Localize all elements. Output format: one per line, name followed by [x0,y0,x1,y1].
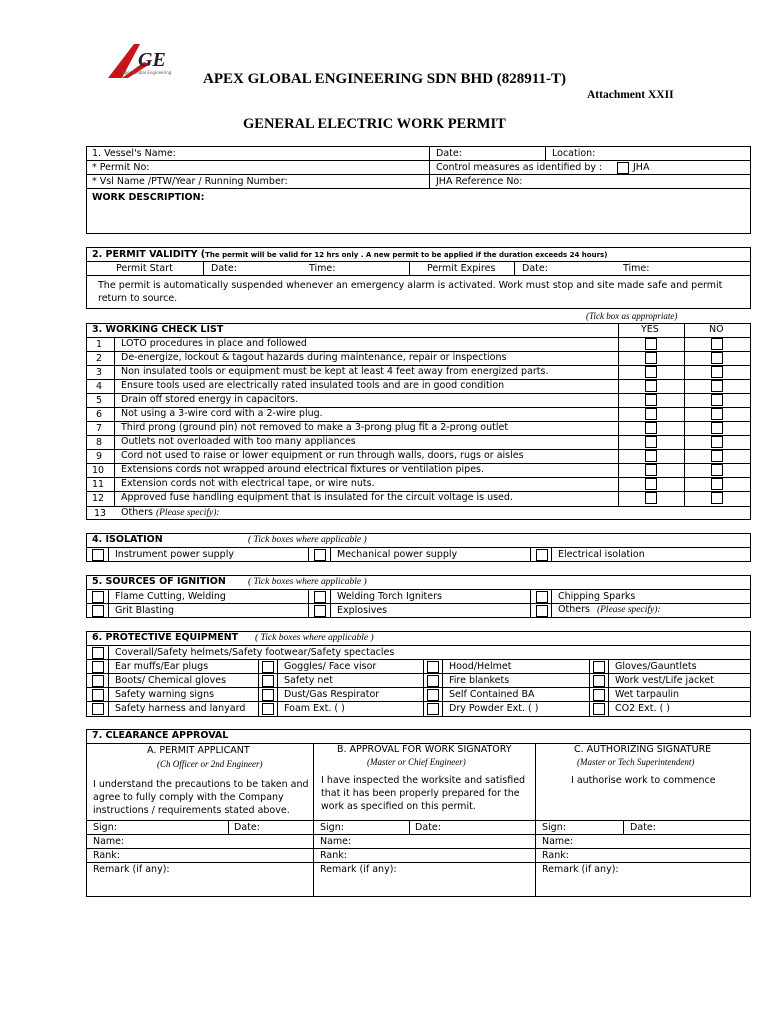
ppe-item-label: Gloves/Gauntlets [615,661,697,672]
ppe-checkbox[interactable] [427,689,439,701]
mechanical-power-checkbox[interactable] [314,549,326,561]
torch-igniters-checkbox[interactable] [314,591,326,603]
checklist-no-checkbox[interactable] [711,436,723,448]
checklist-title: 3. WORKING CHECK LIST [92,324,224,335]
jha-checkbox[interactable] [617,162,629,174]
checklist-no-checkbox[interactable] [711,478,723,490]
ppe-item-label: Work vest/Life jacket [615,675,714,686]
permit-start-label: Permit Start [116,263,173,274]
checklist-item-text: Approved fuse handling equipment that is insulated for the circuit voltage is used. [121,492,513,503]
checklist-yes-checkbox[interactable] [645,352,657,364]
ppe-checkbox[interactable] [427,675,439,687]
ppe-checkbox[interactable] [593,703,605,715]
logo-tagline: Apex Global Engineering [122,70,172,75]
attachment-label: Attachment XXII [587,89,674,101]
suspension-notice-line-1: The permit is automatically suspended whenever an emergency alarm is activated. Work must stop and site made safe and permit [98,280,723,291]
ppe-checkbox[interactable] [262,661,274,673]
checklist-item-text: Outlets not overloaded with too many appliances [121,436,356,447]
checklist-no-checkbox[interactable] [711,338,723,350]
checklist-yes-checkbox[interactable] [645,366,657,378]
checklist-item-text: Extension cords not with electrical tape, or wire nuts. [121,478,375,489]
ppe-checkbox[interactable] [593,689,605,701]
ppe-checkbox[interactable] [427,661,439,673]
ppe-item-label: Hood/Helmet [449,661,512,672]
approval-date-field[interactable]: Date: [415,822,441,833]
no-column-header: NO [709,324,724,335]
checklist-row-number: 9 [96,451,103,462]
ignition-others-label [558,604,661,616]
approval-statement-2: that it has been properly prepared for the [321,788,520,799]
clearance-title: 7. CLEARANCE APPROVAL [92,730,229,741]
checklist-no-checkbox[interactable] [711,492,723,504]
ppe-checkbox[interactable] [262,689,274,701]
checklist-item-text: Extensions cords not wrapped around electrical fixtures or ventilation pipes. [121,464,485,475]
ppe-checkbox[interactable] [262,675,274,687]
checklist-row-number: 1 [96,339,103,350]
checklist-yes-checkbox[interactable] [645,394,657,406]
flame-cutting-checkbox[interactable] [92,591,104,603]
checklist-no-checkbox[interactable] [711,422,723,434]
checklist-yes-checkbox[interactable] [645,380,657,392]
checklist-row-number: 2 [96,353,103,364]
ignition-others-hint: (Please specify): [596,605,661,615]
ppe-title: 6. PROTECTIVE EQUIPMENT [92,632,239,643]
checklist-row-number: 4 [96,381,103,392]
checklist-row-number: 5 [96,395,103,406]
checklist-item-text: De-energize, lockout & tagout hazards during maintenance, repair or inspections [121,352,507,363]
checklist-no-checkbox[interactable] [711,394,723,406]
isolation-hint: ( Tick boxes where applicable ) [248,535,367,545]
ppe-checkbox[interactable] [262,703,274,715]
checklist-item-text: Cord not used to raise or lower equipment or run through walls, doors, rugs or aisles [121,450,524,461]
work-description-label[interactable]: WORK DESCRIPTION: [92,192,205,203]
checklist-row-number: 11 [92,479,105,490]
others-hint: (Please specify): [155,508,220,518]
tick-box-hint: (Tick box as appropriate) [586,311,678,321]
electrical-isolation-label: Electrical isolation [558,549,645,560]
permit-expires-label: Permit Expires [427,263,496,274]
authorizing-rank-field[interactable]: Rank: [542,850,569,861]
checklist-row-number: 7 [96,423,103,434]
instrument-power-label: Instrument power supply [115,549,234,560]
ppe-item-label: Dry Powder Ext. ( ) [449,703,539,714]
approval-rank-field[interactable]: Rank: [320,850,347,861]
checklist-yes-checkbox[interactable] [645,464,657,476]
approval-title: B. APPROVAL FOR WORK SIGNATORY [337,744,512,755]
authorizing-subtitle: (Master or Tech Superintendent) [577,757,695,767]
page-title: GENERAL ELECTRIC WORK PERMIT [243,116,506,132]
yes-column-header: YES [641,324,659,335]
chipping-sparks-checkbox[interactable] [536,591,548,603]
checklist-yes-checkbox[interactable] [645,492,657,504]
authorizing-title: C. AUTHORIZING SIGNATURE [574,744,712,755]
suspension-notice-line-2: return to source. [98,293,178,304]
applicant-sign-field[interactable]: Sign: [93,822,117,833]
authorizing-date-field[interactable]: Date: [630,822,656,833]
permit-validity-label: 2. PERMIT VALIDITY ( [92,249,206,260]
applicant-subtitle: (Ch Officer or 2nd Engineer) [157,759,263,769]
date-label[interactable]: Date: [436,148,462,159]
checklist-no-checkbox[interactable] [711,464,723,476]
approval-subtitle: (Master or Chief Engineer) [367,757,466,767]
checklist-yes-checkbox[interactable] [645,338,657,350]
ppe-item-label: Safety harness and lanyard [115,703,246,714]
checklist-item-text: Not using a 3-wire cord with a 2-wire plug. [121,408,323,419]
checklist-item-text: Third prong (ground pin) not removed to make a 3-prong plug fit a 2-prong outlet [121,422,509,433]
checklist-others-label[interactable] [121,507,220,519]
permit-no-label[interactable]: * Permit No: [92,162,150,173]
checklist-row-number: 10 [92,465,105,476]
applicant-remark-field[interactable]: Remark (if any): [93,864,170,875]
ppe-item-label: Safety warning signs [115,689,215,700]
company-name: APEX GLOBAL ENGINEERING SDN BHD (828911-T) [203,71,566,87]
svg-text:GE: GE [138,49,166,71]
ppe-item-label: Self Contained BA [449,689,535,700]
ppe-item-label: Boots/ Chemical gloves [115,675,227,686]
ignition-others-text: Others [558,604,590,615]
start-date-label[interactable]: Date: [211,263,237,274]
checklist-no-checkbox[interactable] [711,408,723,420]
start-time-label[interactable]: Time: [309,263,336,274]
approval-statement-3: work as specified on this permit. [321,801,476,812]
ppe-checkbox[interactable] [593,661,605,673]
approval-sign-field[interactable]: Sign: [320,822,344,833]
checklist-yes-checkbox[interactable] [645,450,657,462]
chipping-sparks-label: Chipping Sparks [558,591,636,602]
ppe-checkbox[interactable] [92,703,104,715]
ignition-hint: ( Tick boxes where applicable ) [248,577,367,587]
checklist-item-text: Non insulated tools or equipment must be kept at least 4 feet away from energized parts. [121,366,549,377]
grit-blasting-checkbox[interactable] [92,605,104,617]
authorizing-name-field[interactable]: Name: [542,836,574,847]
grit-blasting-label: Grit Blasting [115,605,174,616]
checklist-no-checkbox[interactable] [711,380,723,392]
jha-label: JHA [633,162,650,173]
checklist-item-text: Ensure tools used are electrically rated insulated tools and are in good condition [121,380,505,391]
authorizing-remark-field[interactable]: Remark (if any): [542,864,619,875]
ignition-title: 5. SOURCES OF IGNITION [92,576,226,587]
checklist-yes-checkbox[interactable] [645,422,657,434]
expiry-time-label[interactable]: Time: [623,263,650,274]
explosives-label: Explosives [337,605,388,616]
checklist-no-checkbox[interactable] [711,450,723,462]
ppe-checkbox[interactable] [92,661,104,673]
authorizing-sign-field[interactable]: Sign: [542,822,566,833]
checklist-yes-checkbox[interactable] [645,408,657,420]
jha-reference-label[interactable]: JHA Reference No: [436,176,523,187]
checklist-row-number: 13 [94,508,107,519]
ppe-checkbox[interactable] [427,703,439,715]
authorizing-statement: I authorise work to commence [571,775,716,786]
torch-igniters-label: Welding Torch Igniters [337,591,442,602]
isolation-title: 4. ISOLATION [92,534,163,545]
control-measures-label: Control measures as identified by : [436,162,603,173]
applicant-statement-2: agree to fully comply with the Company [93,792,284,803]
permit-validity-title [92,249,607,261]
applicant-name-field[interactable]: Name: [93,836,125,847]
applicant-date-field[interactable]: Date: [234,822,260,833]
ppe-checkbox[interactable] [92,675,104,687]
ppe-item-label: Safety net [284,675,333,686]
applicant-statement-1: I understand the precautions to be taken and [93,779,309,790]
flame-cutting-label: Flame Cutting, Welding [115,591,226,602]
vsl-running-number-label[interactable]: * Vsl Name /PTW/Year / Running Number: [92,176,288,187]
checklist-item-text: Drain off stored energy in capacitors. [121,394,299,405]
vessel-name-label[interactable]: 1. Vessel's Name: [92,148,176,159]
ppe-item-label: Ear muffs/Ear plugs [115,661,209,672]
applicant-statement-3: instructions / requirements stated above. [93,805,290,816]
ppe-checkbox[interactable] [593,675,605,687]
ppe-item-label: Wet tarpaulin [615,689,680,700]
checklist-yes-checkbox[interactable] [645,436,657,448]
others-label: Others [121,507,153,518]
checklist-row-number: 3 [96,367,103,378]
approval-name-field[interactable]: Name: [320,836,352,847]
checklist-yes-checkbox[interactable] [645,478,657,490]
ppe-item-label: Fire blankets [449,675,510,686]
permit-validity-note: The permit will be valid for 12 hrs only . A new permit to be applied if the duration exceeds 24 hours) [205,251,608,259]
ppe-basic-checkbox[interactable] [92,647,104,659]
checklist-row-number: 8 [96,437,103,448]
explosives-checkbox[interactable] [314,605,326,617]
ignition-others-checkbox[interactable] [536,605,548,617]
checklist-no-checkbox[interactable] [711,366,723,378]
ppe-item-label: Goggles/ Face visor [284,661,377,672]
checklist-no-checkbox[interactable] [711,352,723,364]
ppe-item-label: Foam Ext. ( ) [284,703,345,714]
checklist-row-number: 12 [92,493,105,504]
ppe-checkbox[interactable] [92,689,104,701]
mechanical-power-label: Mechanical power supply [337,549,458,560]
applicant-title: A. PERMIT APPLICANT [147,745,250,756]
checklist-row-number: 6 [96,409,103,420]
expiry-date-label[interactable]: Date: [522,263,548,274]
approval-statement-1: I have inspected the worksite and satisfied [321,775,526,786]
location-label[interactable]: Location: [552,148,596,159]
ppe-hint: ( Tick boxes where applicable ) [255,633,374,643]
electrical-isolation-checkbox[interactable] [536,549,548,561]
checklist-item-text: LOTO procedures in place and followed [121,338,307,349]
applicant-rank-field[interactable]: Rank: [93,850,120,861]
approval-remark-field[interactable]: Remark (if any): [320,864,397,875]
ppe-item-label: CO2 Ext. ( ) [615,703,670,714]
ppe-item-label: Dust/Gas Respirator [284,689,380,700]
instrument-power-checkbox[interactable] [92,549,104,561]
ppe-basic-label: Coverall/Safety helmets/Safety footwear/Safety spectacles [115,647,395,658]
